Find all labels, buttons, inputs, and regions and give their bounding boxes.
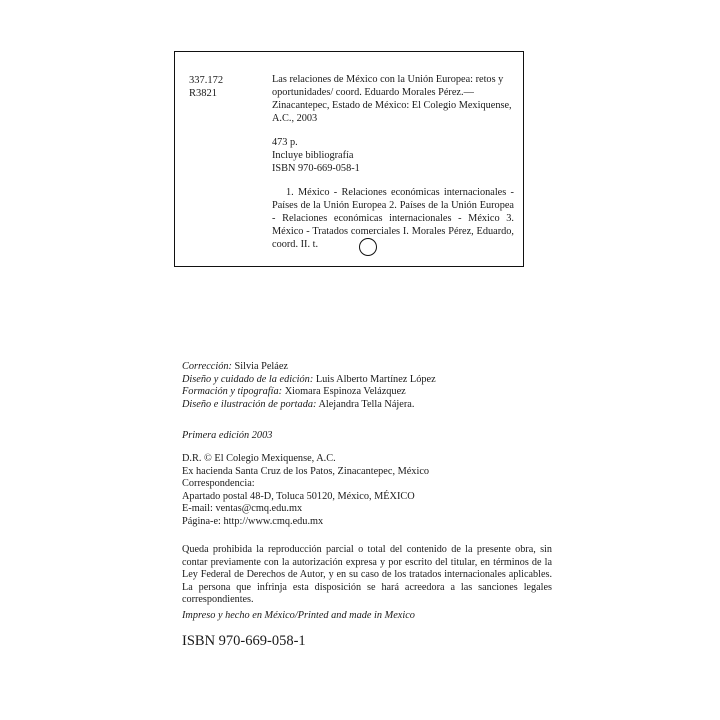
card-hole-icon — [359, 238, 377, 256]
credit-line — [182, 374, 436, 387]
catalog-card — [174, 51, 524, 267]
credit-role: Diseño e ilustración de portada: — [182, 398, 317, 410]
printed-in: Impreso y hecho en México/Printed and made in Mexico — [182, 610, 415, 621]
call-number — [189, 74, 223, 100]
edition: Primera edición 2003 — [182, 430, 273, 441]
publisher-line: Correspondencia: — [182, 478, 255, 489]
credit-role: Diseño y cuidado de la edición: — [182, 373, 314, 385]
pages: 473 p. — [272, 137, 298, 148]
call-number-line: 337.172 — [189, 75, 224, 86]
call-number-line: R3821 — [189, 88, 218, 99]
bibliography-note: Incluye bibliografía — [272, 150, 354, 161]
isbn: ISBN 970-669-058-1 — [182, 633, 306, 649]
credit-name: Xiomara Espinoza Velázquez — [284, 386, 406, 398]
physical-description — [272, 136, 514, 175]
credit-role: Formación y tipografía: — [182, 386, 283, 398]
publisher-line: Ex hacienda Santa Cruz de los Patos, Zinacantepec, México — [182, 465, 430, 477]
legal-notice: Queda prohibida la reproducción parcial o total del contenido de la presente obra, sin contar previamente con la autorización expresa y por escrito del titular, en términos de la Ley Federal de Derechos de Autor, y en su caso de los tratados internacionales aplicables. La persona que infrinja esta disposición se hará acreedora a las sanciones legales correspondientes. — [182, 544, 552, 606]
publisher-info — [182, 453, 429, 528]
credit-name: Alejandra Tella Nájera. — [318, 398, 415, 410]
credits — [182, 361, 436, 411]
publisher-line: D.R. © El Colegio Mexiquense, A.C. — [182, 453, 336, 464]
credit-name: Luis Alberto Martínez López — [315, 373, 436, 385]
credit-name: Silvia Peláez — [234, 361, 289, 372]
subject-headings: 1. México - Relaciones económicas internacionales - Países de la Unión Europea 2. Países de la Unión Europea - Relaciones económicas internacionales - México 3. México - Tratados comerciales I. Morales Pérez, Eduardo, coord. II. t. — [272, 187, 514, 250]
publisher-email: E-mail: ventas@cmq.edu.mx — [182, 503, 303, 514]
imprint: Zinacantepec, Estado de México: El Colegio Mexiquense, A.C., 2003 — [272, 100, 512, 124]
card-isbn: ISBN 970-669-058-1 — [272, 163, 360, 174]
publisher-line: Apartado postal 48-D, Toluca 50120, México, MÉXICO — [182, 490, 415, 502]
credit-role: Corrección: — [182, 361, 232, 372]
credit-line — [182, 399, 436, 412]
catalog-entry — [272, 73, 514, 251]
credit-line — [182, 386, 436, 399]
publisher-website: Página-e: http://www.cmq.edu.mx — [182, 515, 324, 527]
credit-line — [182, 361, 436, 374]
title-statement: Las relaciones de México con la Unión Europea: retos y oportunidades/ coord. Eduardo Morales Pérez.— — [272, 74, 504, 98]
